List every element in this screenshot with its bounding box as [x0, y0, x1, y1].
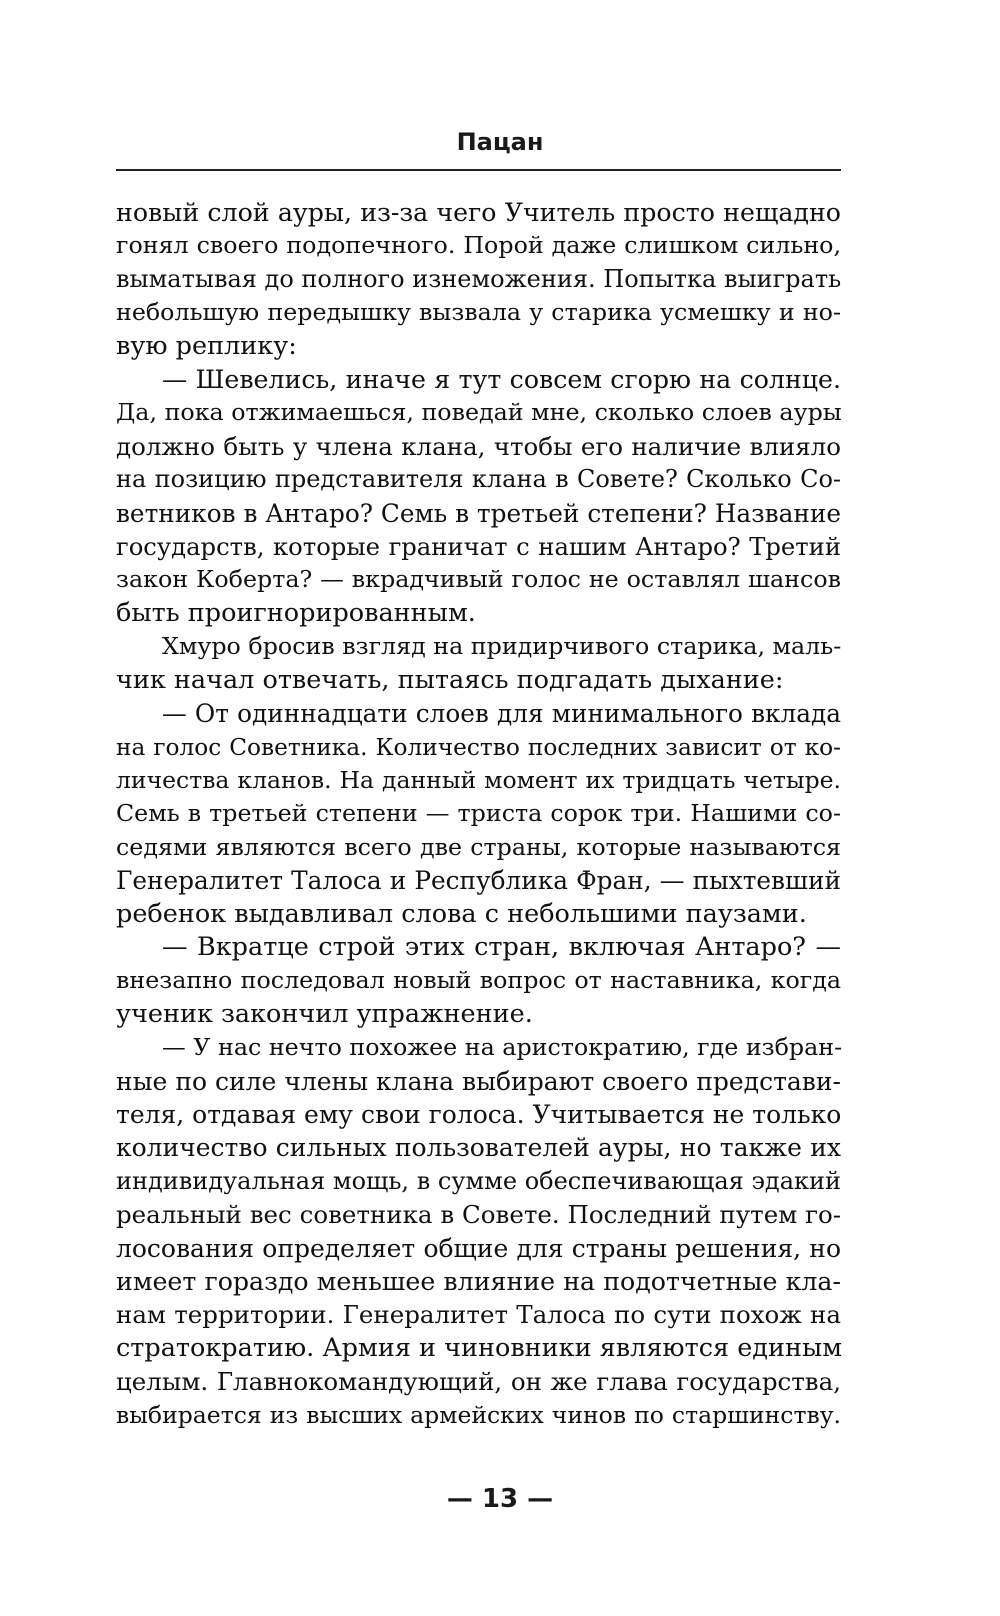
text-line: чик начал отвечать, пытаясь подгадать дыхание:	[116, 664, 784, 695]
text-line: Генералитет Талоса и Республика Фран, — пыхтевший	[116, 866, 841, 896]
text-line: стратократию. Армия и чиновники являются единым	[116, 1332, 843, 1363]
text-line: Семь в третьей степени — триста сорок три. Нашими со-	[116, 799, 841, 828]
text-line: седями являются всего две страны, которые называются	[116, 832, 841, 861]
text-line: ученик закончил упражнение.	[116, 998, 533, 1029]
text-line: имеет гораздо меньшее влияние на подотчетные кла-	[116, 1267, 841, 1296]
text-line: выбирается из высших армейских чинов по старшинству.	[116, 1400, 841, 1429]
text-line: вую реплику:	[116, 330, 297, 361]
text-line: личества кланов. На данный момент их тридцать четыре.	[116, 765, 841, 794]
text-line: реальный вес советника в Совете. Последний путем го-	[116, 1200, 841, 1230]
running-head: Пацан	[456, 128, 544, 156]
text-line: государств, которые граничат с нашим Антаро? Третий	[116, 532, 841, 562]
text-line: должно быть у члена клана, чтобы его наличие влияло	[116, 431, 841, 461]
text-line: Да, пока отжимаешься, поведай мне, сколько слоев ауры	[116, 398, 842, 427]
text-line: нам территории. Генералитет Талоса по сути похож на	[116, 1300, 841, 1330]
text-line: закон Коберта? — вкрадчивый голос не оставлял шансов	[116, 565, 841, 594]
text-line: небольшую передышку вызвала у старика усмешку и но-	[116, 298, 841, 327]
text-line: выматывая до полного изнеможения. Попытка выиграть	[116, 264, 842, 293]
body-text	[116, 196, 841, 1432]
text-line: теля, отдавая ему свои голоса. Учитывается не только	[116, 1099, 842, 1129]
text-line: — У нас нечто похожее на аристократию, где избран-	[162, 1033, 843, 1062]
text-line: ребенок выдавливал слова с небольшими паузами.	[116, 898, 807, 929]
page-number: — 13 —	[446, 1484, 554, 1514]
text-line: внезапно последовал новый вопрос от наставника, когда	[116, 966, 841, 995]
text-line: на голос Советника. Количество последних зависит от ко-	[116, 733, 841, 761]
text-line: — Вкратце строй этих стран, включая Антаро? —	[162, 931, 841, 962]
text-line: ветников в Антаро? Семь в третьей степени? Название	[116, 498, 841, 528]
header-rule	[116, 169, 841, 171]
text-line: ные по силе члены клана выбирают своего представи-	[116, 1066, 841, 1096]
text-line: на позицию представителя клана в Совете? Сколько Со-	[116, 465, 841, 494]
text-line: — От одиннадцати слоев для минимального вклада	[162, 699, 841, 729]
text-line: гонял своего подопечного. Порой даже слишком сильно,	[116, 231, 841, 260]
text-line: Хмуро бросив взгляд на придирчивого старика, маль-	[162, 632, 842, 661]
text-line: быть проигнорированным.	[116, 597, 476, 628]
text-line: лосования определяет общие для страны решения, но	[116, 1233, 841, 1263]
text-line: индивидуальная мощь, в сумме обеспечивающая эдакий	[116, 1166, 841, 1195]
text-line: количество сильных пользователей ауры, но также их	[116, 1133, 841, 1163]
text-line: целым. Главнокомандующий, он же глава государства,	[116, 1367, 841, 1397]
text-line: — Шевелись, иначе я тут совсем сгорю на солнце.	[162, 365, 841, 395]
text-line: новый слой ауры, из-за чего Учитель просто нещадно	[116, 198, 841, 227]
